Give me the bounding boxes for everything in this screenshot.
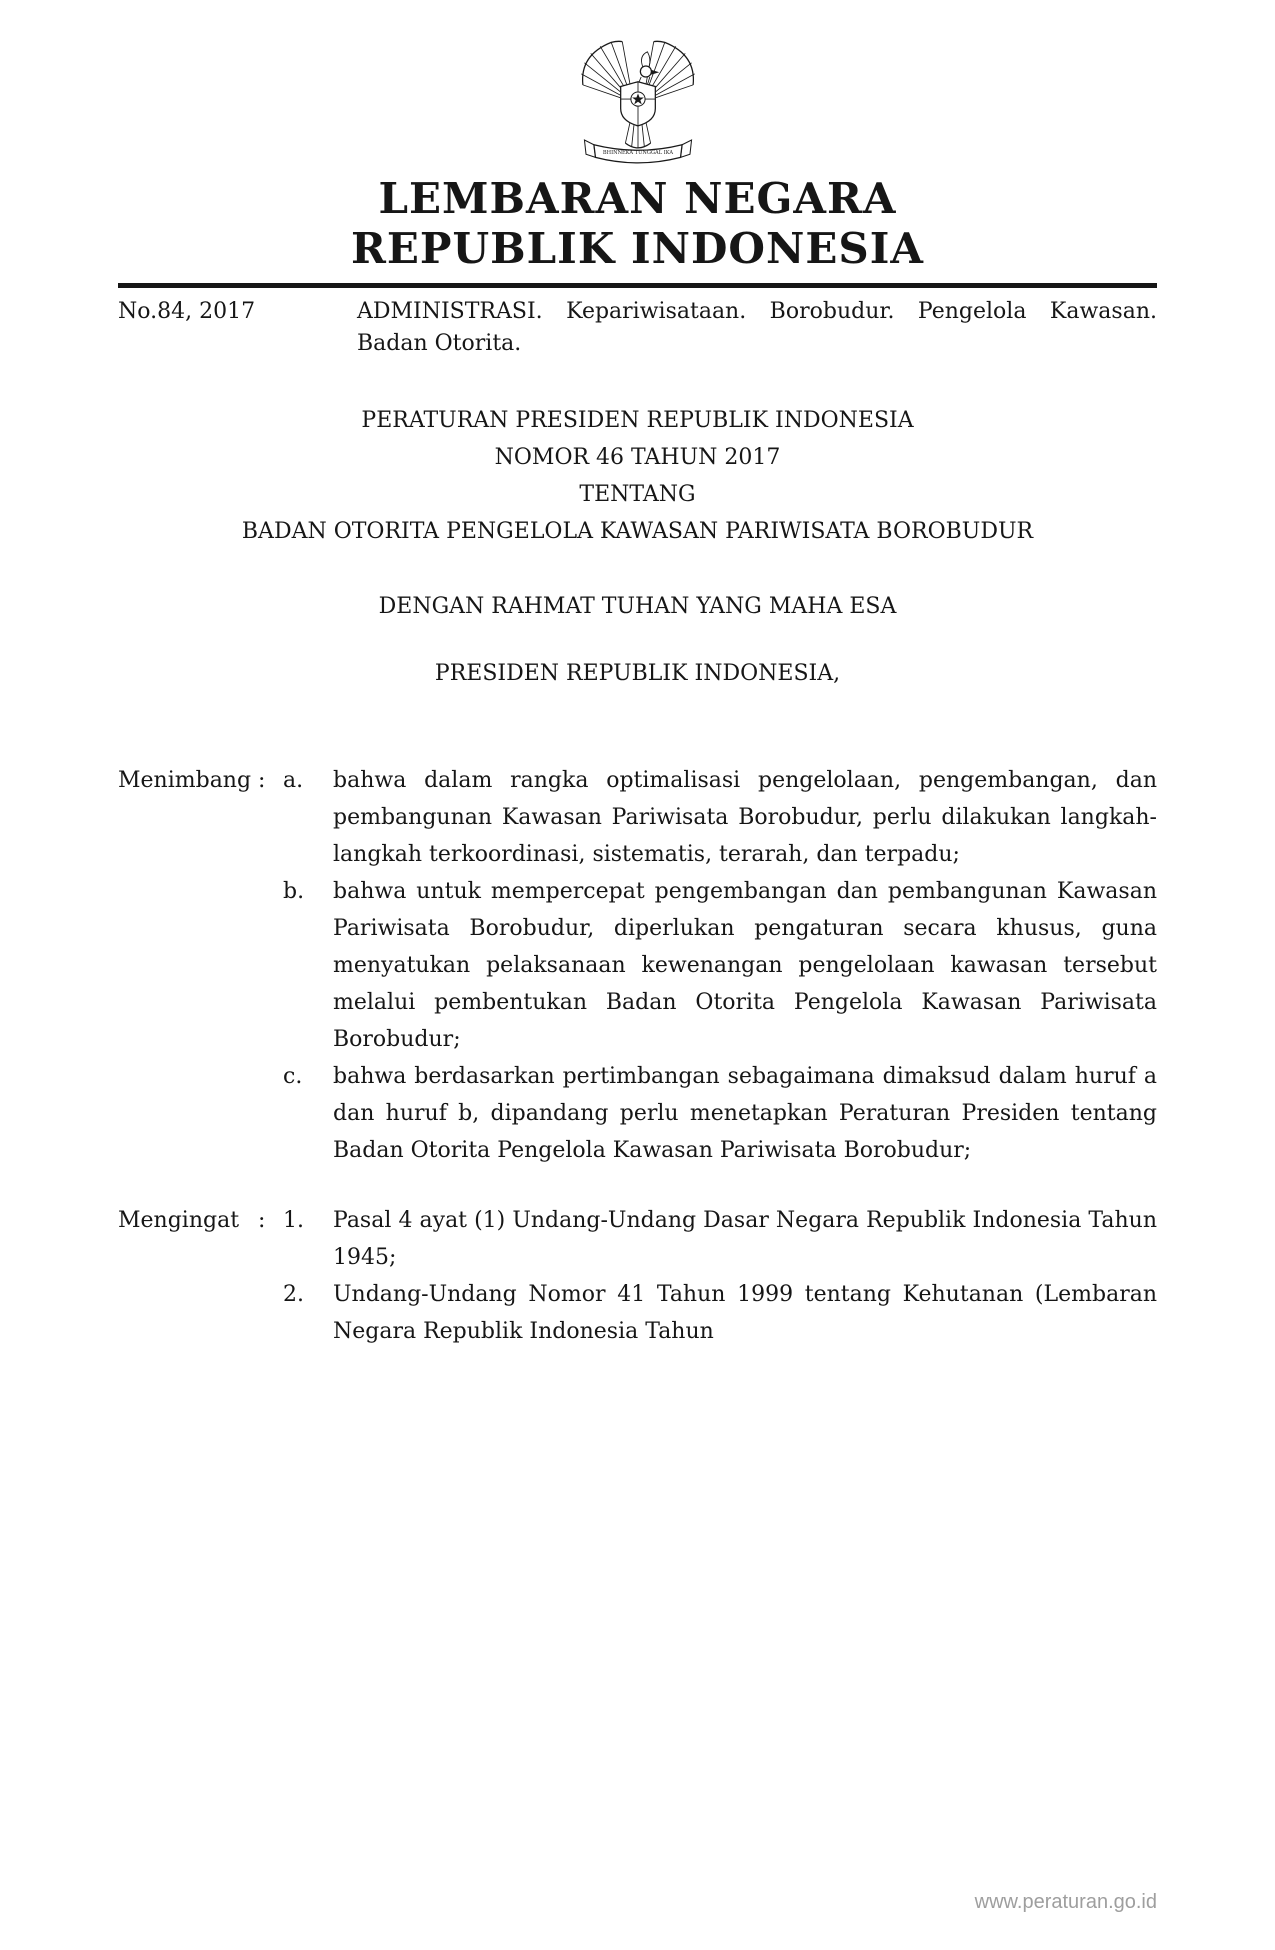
menimbang-items (283, 762, 1157, 1169)
regulation-number: NOMOR 46 TAHUN 2017 (494, 444, 781, 470)
list-item-text: Pasal 4 ayat (1) Undang-Undang Dasar Negara Republik Indonesia Tahun 1945; (333, 1207, 1157, 1270)
gazette-subject: ADMINISTRASI. Kepariwisataan. Borobudur. Pengelola Kawasan. Badan Otorita. (357, 298, 1157, 356)
list-item (283, 762, 1157, 873)
list-item (283, 873, 1157, 1058)
list-item-text: bahwa untuk mempercepat pengembangan dan pembangunan Kawasan Pariwisata Borobudur, diperlukan pengaturan secara khusus, guna menyatukan pelaksanaan kewenangan pengelolaan kawasan tersebut melalui pembentukan Badan Otorita Pengelola Kawasan Pariwisata Borobudur; (333, 878, 1157, 1052)
tentang-label: TENTANG (579, 481, 696, 507)
regulation-title: PERATURAN PRESIDEN REPUBLIK INDONESIA (361, 407, 914, 433)
masthead-line-2: REPUBLIK INDONESIA (351, 224, 924, 274)
mengingat-label: Mengingat (118, 1207, 240, 1233)
list-item-text: bahwa berdasarkan pertimbangan sebagaimana dimaksud dalam huruf a dan huruf b, dipandang perlu menetapkan Peraturan Presiden tentang Badan Otorita Pengelola Kawasan Pariwisata Borobudur; (333, 1063, 1157, 1163)
mengingat-items (283, 1202, 1157, 1350)
mengingat-section (118, 1202, 1157, 1350)
list-item (283, 1202, 1157, 1276)
list-item-marker: 1. (283, 1207, 304, 1233)
mengingat-separator: : (258, 1207, 266, 1233)
list-item-marker: c. (283, 1063, 303, 1089)
masthead (118, 174, 1157, 275)
masthead-line-1: LEMBARAN NEGARA (378, 174, 897, 223)
list-item (283, 1058, 1157, 1169)
gazette-number: No.84, 2017 (118, 298, 256, 324)
masthead-divider (118, 283, 1157, 288)
list-item-marker: b. (283, 878, 305, 904)
garuda-emblem-icon (575, 36, 701, 170)
emblem-motto: BHINNEKA TUNGGAL IKA (602, 150, 673, 157)
invocation-line: DENGAN RAHMAT TUHAN YANG MAHA ESA (378, 593, 897, 619)
issuer-line: PRESIDEN REPUBLIK INDONESIA, (434, 660, 841, 686)
menimbang-separator: : (258, 767, 266, 793)
footer-url: www.peraturan.go.id (974, 1891, 1157, 1913)
list-item (283, 1276, 1157, 1350)
emblem-container (118, 0, 1157, 170)
list-item-text: bahwa dalam rangka optimalisasi pengelolaan, pengembangan, dan pembangunan Kawasan Pariwisata Borobudur, perlu dilakukan langkah-langkah terkoordinasi, sistematis, terarah, dan terpadu; (333, 767, 1157, 867)
list-item-marker: 2. (283, 1281, 304, 1307)
list-item-marker: a. (283, 767, 304, 793)
regulation-subject: BADAN OTORITA PENGELOLA KAWASAN PARIWISATA BOROBUDUR (241, 518, 1034, 544)
menimbang-section (118, 762, 1157, 1169)
gazette-header-row (118, 296, 1157, 360)
list-item-text: Undang-Undang Nomor 41 Tahun 1999 tentang Kehutanan (Lembaran Negara Republik Indonesia Tahun (333, 1281, 1157, 1344)
menimbang-label: Menimbang (118, 767, 252, 793)
regulation-heading (118, 402, 1157, 692)
